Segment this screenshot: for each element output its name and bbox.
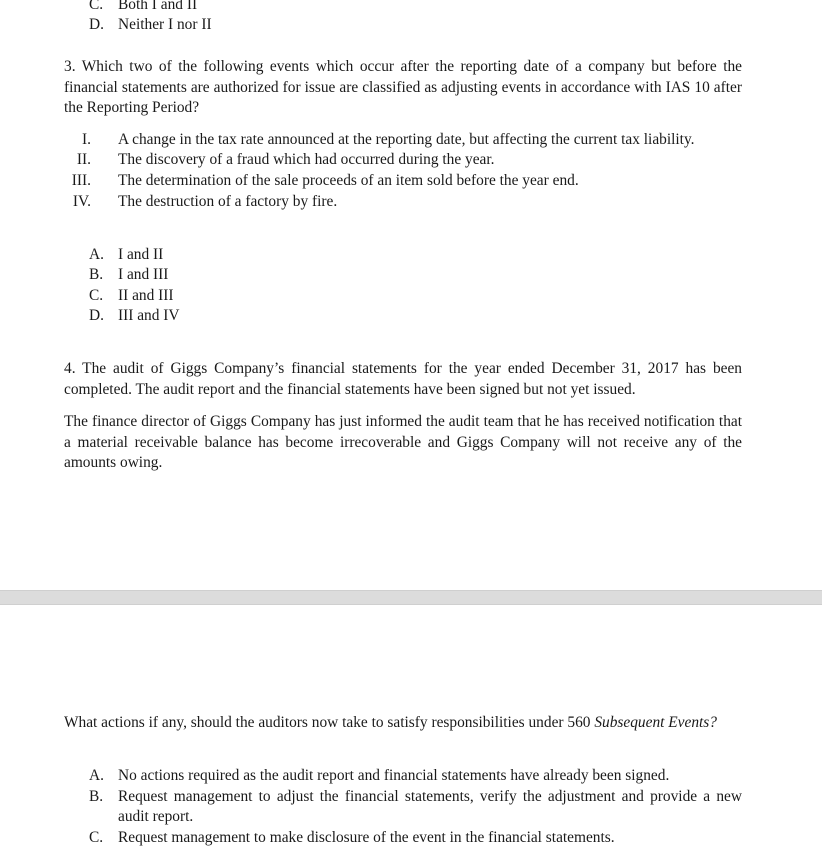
q2-option-c-text: Both I and II [118, 0, 198, 13]
q4-context: The finance director of Giggs Company has just informed the audit team that he has received notification that a material receivable balance has become irrecoverable and Giggs Company will not receive any of the amounts owing. [64, 413, 742, 471]
q3-statement-4-number: IV. [72, 193, 91, 210]
q4-option-b-text: Request management to adjust the financial statements, verify the adjustment and provide a new audit report. [118, 788, 742, 825]
q2-option-d-letter: D. [89, 16, 104, 33]
document-page-2 [0, 605, 822, 845]
q3-statement-1: A change in the tax rate announced at the reporting date, but affecting the current tax liability. [118, 131, 695, 148]
q4-option-b-letter: B. [89, 788, 104, 805]
page-break-divider [0, 590, 822, 605]
q3-option-c-text: II and III [118, 287, 174, 304]
q4-question [64, 713, 742, 734]
q3-option-d-text: III and IV [118, 307, 180, 324]
q3-option-c-letter: C. [89, 287, 104, 304]
q3-question: 3. Which two of the following events which occur after the reporting date of a company but before the financial statements are authorized for issue are classified as adjusting events in accordance with IAS 10 after the Reporting Period? [64, 58, 742, 116]
q3-statement-3: The determination of the sale proceeds of an item sold before the year end. [118, 172, 579, 189]
q4-intro: 4. The audit of Giggs Company’s financial statements for the year ended December 31, 2017 has been completed. The audit report and the financial statements have been signed but not yet issued. [64, 360, 742, 398]
q3-statement-2: The discovery of a fraud which had occurred during the year. [118, 151, 495, 168]
q3-statement-1-number: I. [82, 131, 91, 148]
q3-option-a-text: I and II [118, 246, 164, 263]
q4-option-c-letter: C. [89, 829, 104, 846]
q4-option-a-text: No actions required as the audit report and financial statements have already been signed. [118, 767, 670, 784]
q4-question-italic: Subsequent Events? [594, 714, 717, 731]
q3-option-b-letter: B. [89, 266, 104, 283]
q3-option-a-letter: A. [89, 246, 104, 263]
q4-question-text: What actions if any, should the auditors now take to satisfy responsibilities under 560 [64, 714, 595, 731]
q4-option-c-text: Request management to make disclosure of the event in the financial statements. [118, 829, 615, 846]
q3-option-b-text: I and III [118, 266, 169, 283]
q2-option-d-text: Neither I nor II [118, 16, 212, 33]
q2-option-c-letter: C. [89, 0, 104, 13]
q3-option-d-letter: D. [89, 307, 104, 324]
q3-statement-3-number: III. [71, 172, 91, 189]
q4-option-a-letter: A. [89, 767, 104, 784]
q3-statement-2-number: II. [76, 151, 91, 168]
q3-statement-4: The destruction of a factory by fire. [118, 193, 338, 210]
